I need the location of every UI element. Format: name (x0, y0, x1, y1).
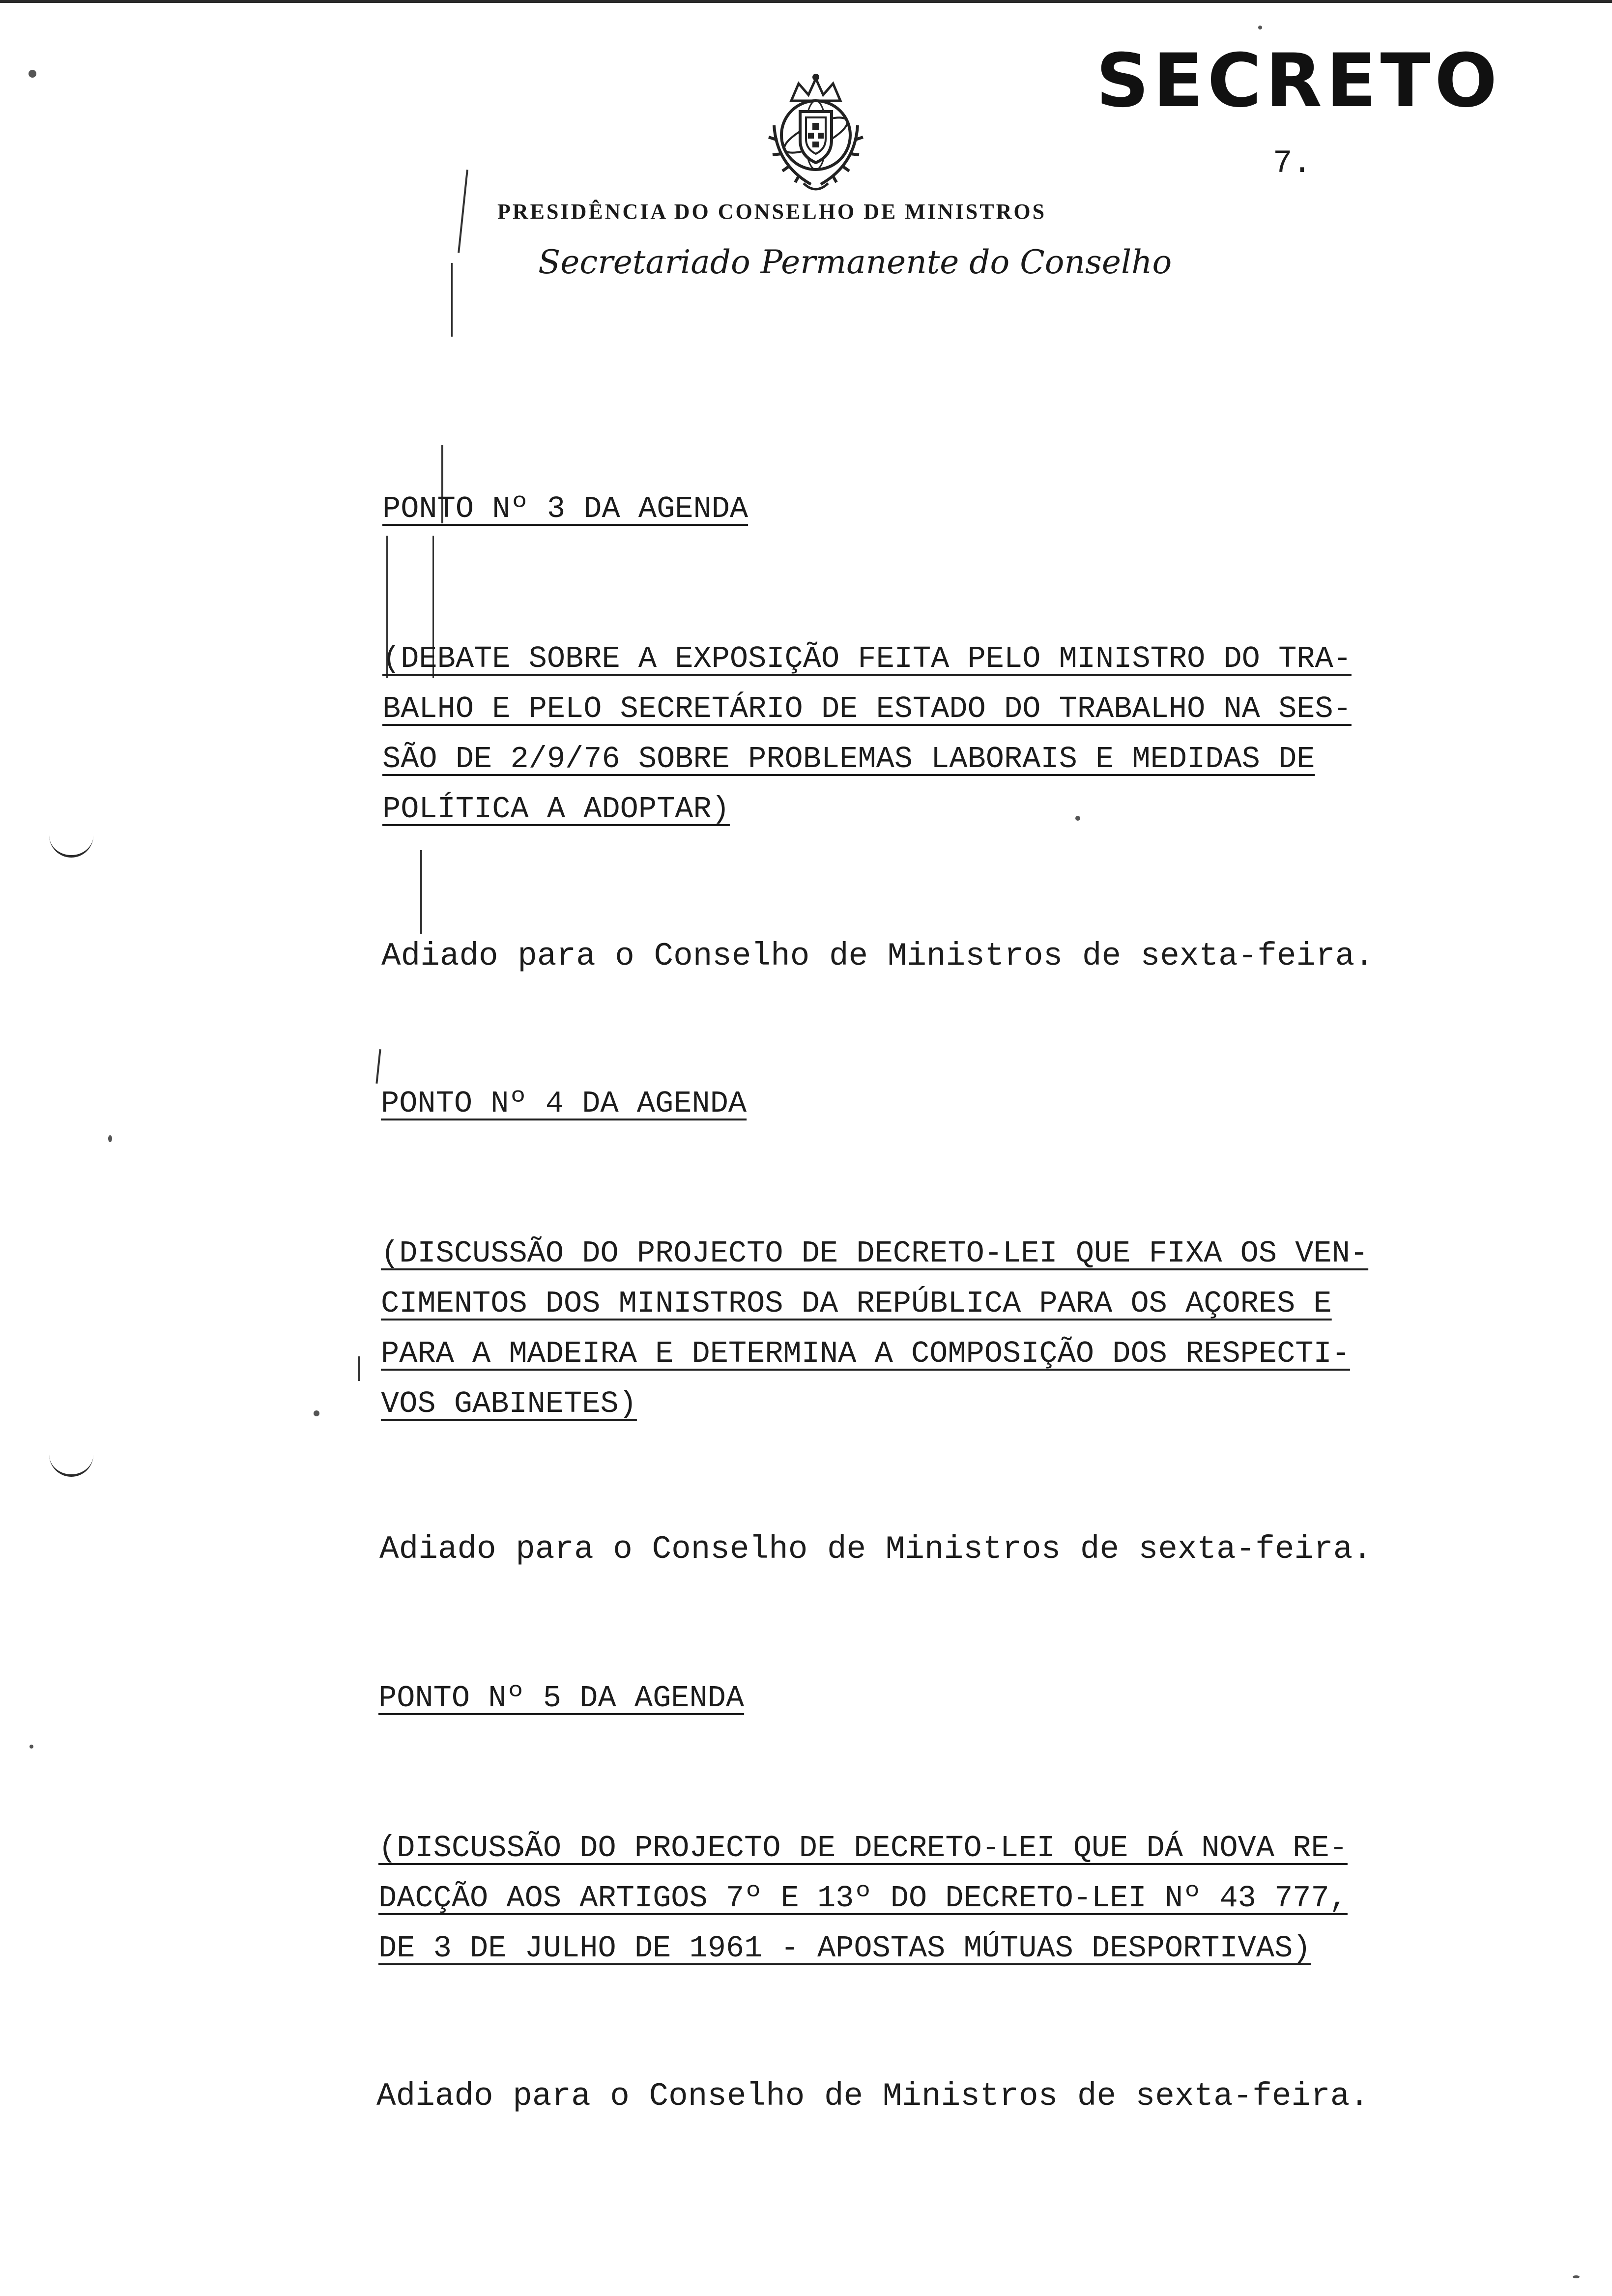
scan-artifact (49, 835, 93, 858)
issuer-subtitle: Secretariado Permanente do Conselho (538, 243, 1172, 281)
description-line: (DEBATE SOBRE A EXPOSIÇÃO FEITA PELO MINISTRO DO TRA- (382, 641, 1352, 676)
agenda-item-5-heading: PONTO Nº 5 DA AGENDA (378, 1681, 745, 1716)
description-line: DACÇÃO AOS ARTIGOS 7º E 13º DO DECRETO-LEI Nº 43 777, (378, 1881, 1348, 1916)
description-line: BALHO E PELO SECRETÁRIO DE ESTADO DO TRABALHO NA SES- (382, 691, 1352, 726)
agenda-item-5-description (378, 1823, 1348, 1974)
description-line: (DISCUSSÃO DO PROJECTO DE DECRETO-LEI QUE DÁ NOVA RE- (378, 1831, 1348, 1866)
margin-mark (358, 1356, 360, 1381)
issuer-title: PRESIDÊNCIA DO CONSELHO DE MINISTROS (497, 200, 1047, 224)
description-line: (DISCUSSÃO DO PROJECTO DE DECRETO-LEI QUE FIXA OS VEN- (381, 1236, 1369, 1271)
scan-speck (314, 1410, 319, 1416)
scan-speck (29, 1745, 33, 1749)
agenda-item-4-result: Adiado para o Conselho de Ministros de sexta-feira. (379, 1531, 1372, 1568)
scan-speck (1573, 2275, 1580, 2278)
top-border-line (0, 0, 1612, 3)
margin-mark (458, 170, 468, 253)
description-line: PARA A MADEIRA E DETERMINA A COMPOSIÇÃO DOS RESPECTI- (381, 1336, 1350, 1371)
margin-mark (420, 850, 422, 934)
agenda-item-5-result: Adiado para o Conselho de Ministros de sexta-feira. (376, 2078, 1369, 2115)
description-line: CIMENTOS DOS MINISTROS DA REPÚBLICA PARA OS AÇORES E (381, 1286, 1332, 1321)
description-line: POLÍTICA A ADOPTAR) (382, 792, 730, 827)
agenda-item-3-result: Adiado para o Conselho de Ministros de sexta-feira. (381, 938, 1374, 975)
description-line: SÃO DE 2/9/76 SOBRE PROBLEMAS LABORAIS E MEDIDAS DE (382, 742, 1315, 776)
page-number: 7. (1273, 145, 1312, 182)
agenda-item-3-description (382, 634, 1352, 834)
margin-mark (451, 263, 453, 337)
margin-mark (375, 1049, 381, 1084)
agenda-item-4-description (381, 1229, 1368, 1429)
classification-stamp: SECRETO (1096, 38, 1501, 124)
agenda-item-4-heading: PONTO Nº 4 DA AGENDA (381, 1086, 747, 1121)
agenda-item-3-heading: PONTO Nº 3 DA AGENDA (382, 491, 748, 526)
description-line: VOS GABINETES) (381, 1386, 637, 1421)
scan-speck (1258, 26, 1262, 29)
scan-speck (29, 70, 36, 78)
description-line: DE 3 DE JULHO DE 1961 - APOSTAS MÚTUAS DESPORTIVAS) (378, 1931, 1311, 1966)
scan-artifact (49, 1455, 93, 1477)
scan-speck (108, 1135, 112, 1142)
coat-of-arms-emblem-icon (757, 66, 875, 199)
